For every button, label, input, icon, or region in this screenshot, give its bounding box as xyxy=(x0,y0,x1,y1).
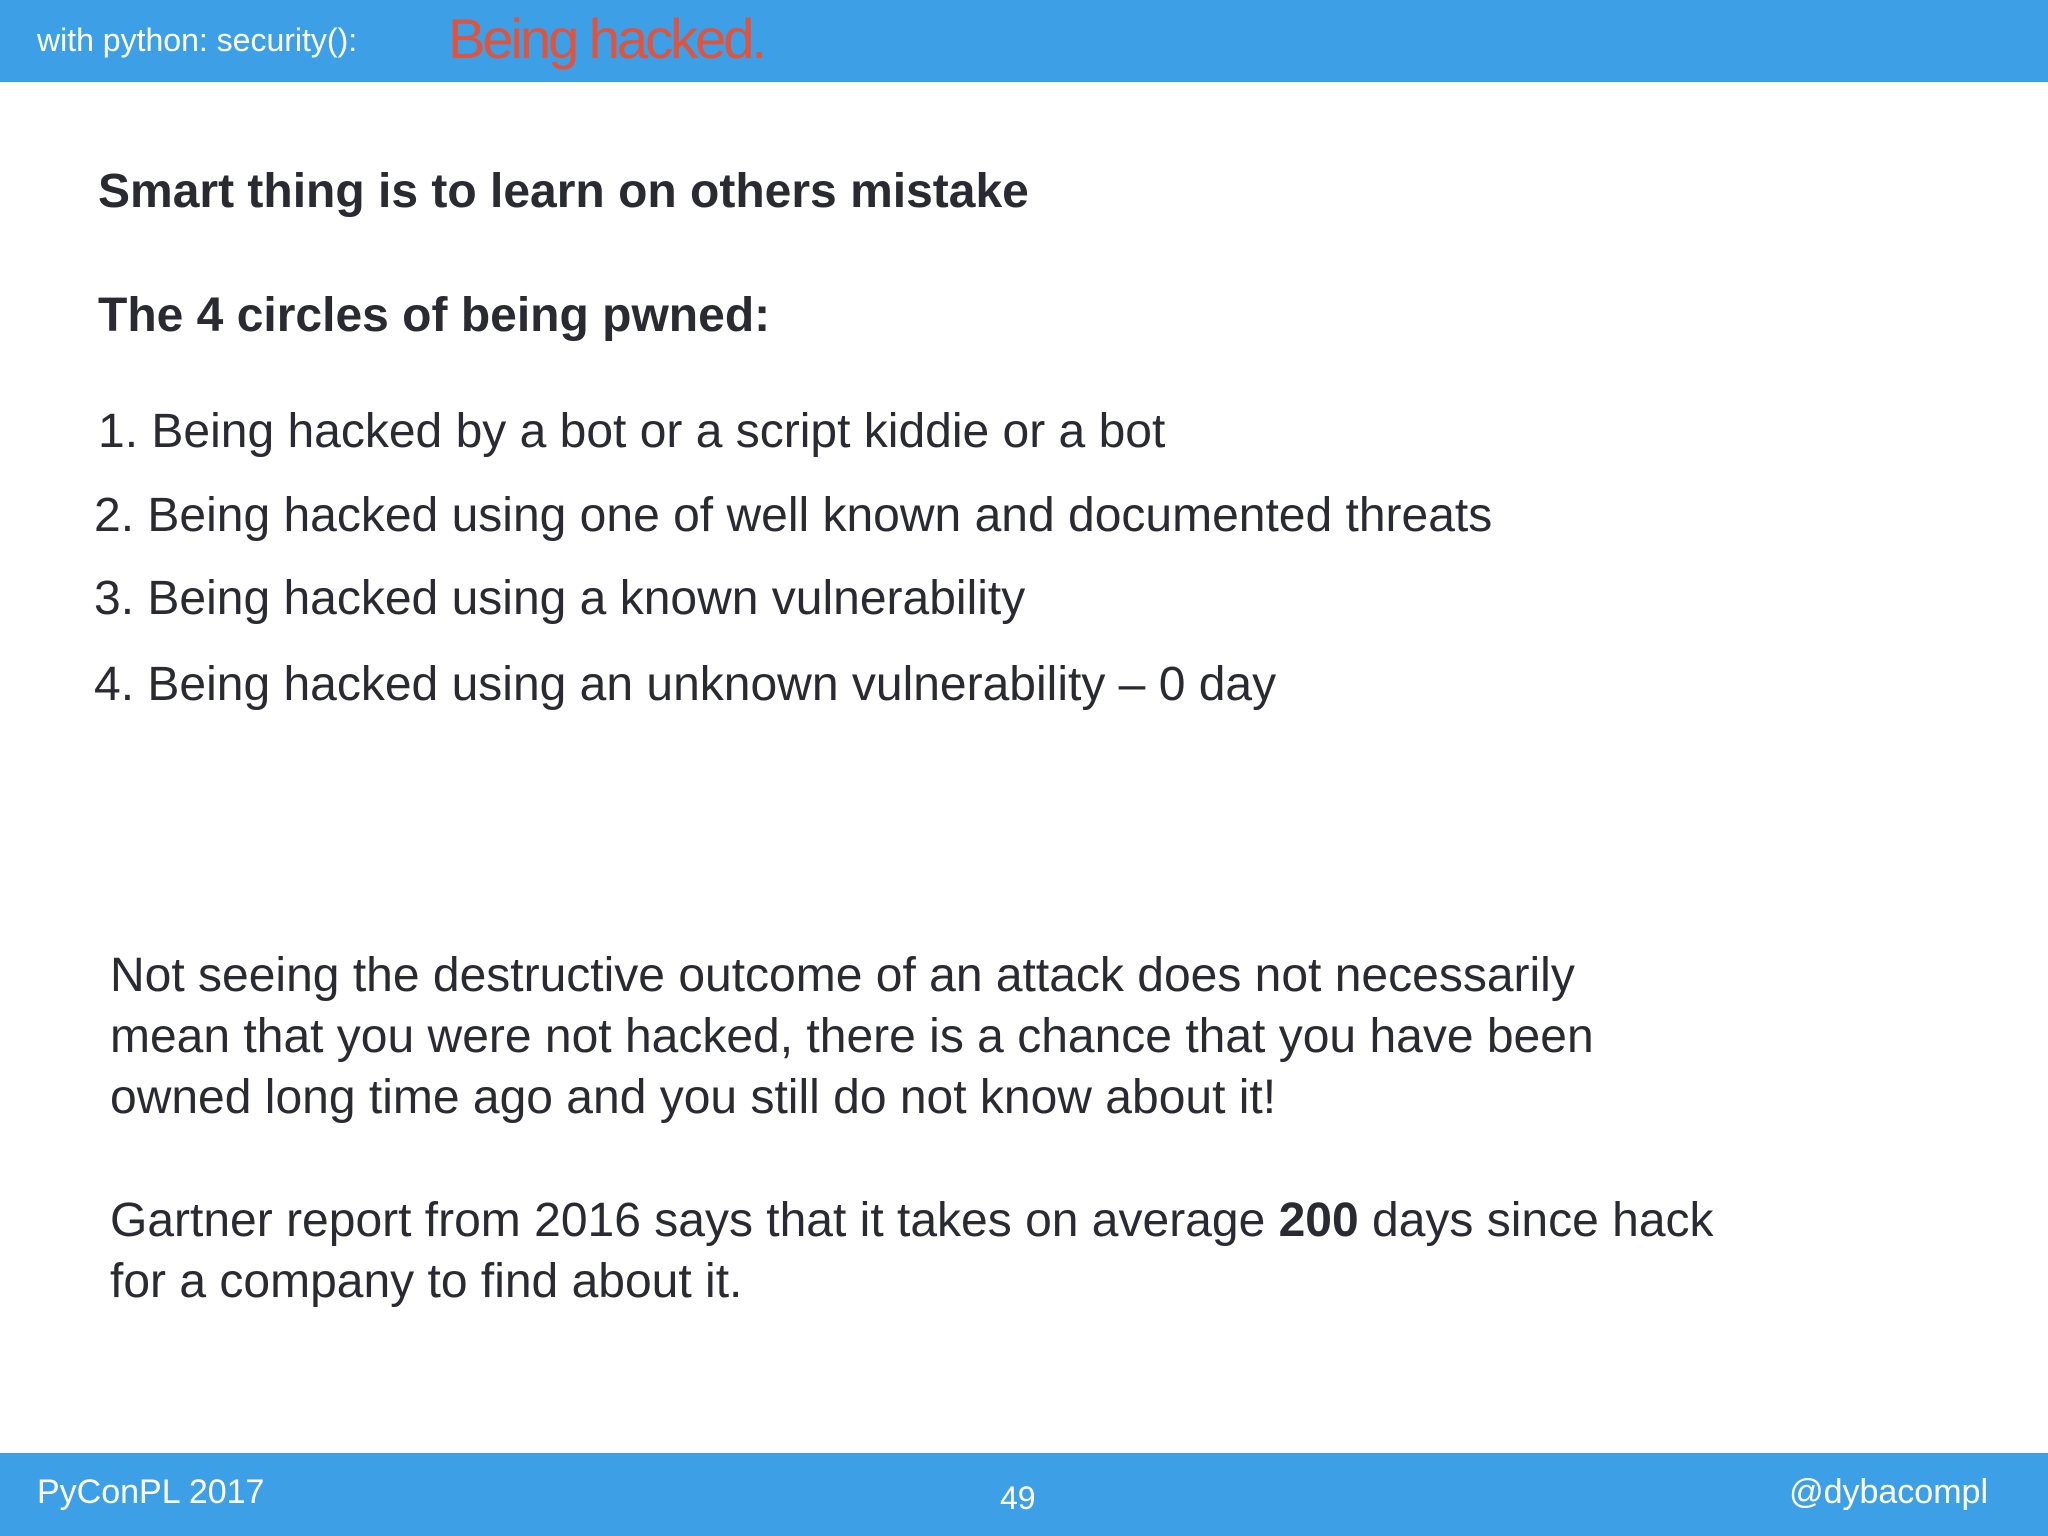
heading-smart-thing: Smart thing is to learn on others mistake xyxy=(98,165,1029,218)
slide-title: Being hacked. xyxy=(448,7,764,70)
list-item: 1. Being hacked by a bot or a script kiddie or a bot xyxy=(98,405,1166,458)
footer-event: PyConPL 2017 xyxy=(37,1473,265,1511)
gartner-text-after: days since hack xyxy=(1358,1194,1714,1247)
paragraph-line: for a company to find about it. xyxy=(110,1255,743,1308)
header-bar xyxy=(0,0,2048,82)
page-number: 49 xyxy=(1000,1480,1036,1516)
paragraph-not-seeing xyxy=(110,945,1930,1128)
header-prefix: with python: security(): xyxy=(37,22,358,58)
list-item: 4. Being hacked using an unknown vulnerability – 0 day xyxy=(94,658,1277,711)
list-item: 3. Being hacked using a known vulnerability xyxy=(94,572,1026,625)
footer-bar xyxy=(0,1453,2048,1536)
paragraph-line: mean that you were not hacked, there is a chance that you have been xyxy=(110,1010,1594,1063)
gartner-text-before: Gartner report from 2016 says that it takes on average xyxy=(110,1194,1279,1247)
heading-four-circles: The 4 circles of being pwned: xyxy=(98,289,771,342)
gartner-days-value: 200 xyxy=(1278,1194,1359,1247)
paragraph-line: owned long time ago and you still do not know about it! xyxy=(110,1071,1277,1124)
list-item: 2. Being hacked using one of well known and documented threats xyxy=(94,489,1493,542)
paragraph-gartner xyxy=(110,1190,1930,1312)
paragraph-line: Not seeing the destructive outcome of an attack does not necessarily xyxy=(110,949,1575,1002)
footer-handle: @dybacompl xyxy=(1789,1473,1988,1511)
paragraph-line xyxy=(110,1190,1930,1251)
